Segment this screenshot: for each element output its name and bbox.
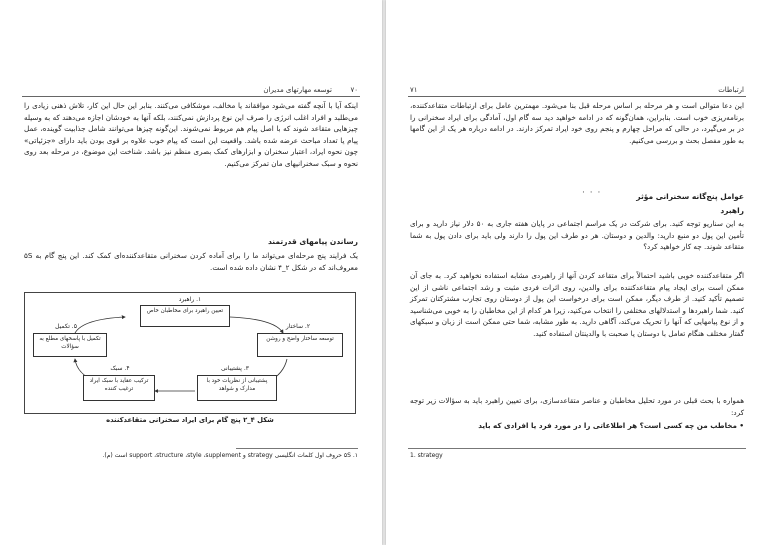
figure-caption: شکل ۴_۲ پنج گام برای ایراد سخنرانی متقاعدکننده <box>106 416 274 424</box>
section-paragraph: یک فرایند پنج مرحله‌ای می‌تواند ما را برای آماده کردن سخنرانی متقاعدکننده‌ای کمک کند. این پنج گام به ۵S معروف‌اند که در شکل ۲_۴ نشان داده شده است. <box>24 251 358 272</box>
step3-title: ۳. پشتیبانی <box>220 365 249 372</box>
step3-box: پشتیبانی از نظریات خود با مدارک و شواهد <box>197 375 277 401</box>
analysis-paragraph: همواره با بحث قبلی در مورد تحلیل مخاطبان و عناصر متقاعدسازی، برای تعیین راهبرد باید به سؤالات زیر توجه کرد: <box>410 396 744 417</box>
footnote-rule <box>408 448 746 449</box>
step1-box: تعیین راهبرد برای مخاطبان خاص <box>140 305 230 327</box>
footnote: 1. strategy <box>410 452 443 459</box>
step1-title: ۱. راهبرد <box>178 296 202 303</box>
persuasion-paragraph: اگر متقاعدکننده خوبی باشید احتمالاً برای متقاعد کردن آنها از راهبردی مشابه استفاده نخواهید کرد. به جای آن ممکن است برای ایجاد پیام متقاعدکننده برای والدین، روی اثرات فردی مثبت و رشد اجتماعی ناشی از این تصمیم تأکید کنید. از طرف دیگر، ممکن است برای درخواست این پول از دوستان روی تجارب مشترکتان تمرکز کنید. شما راهبردها و استدلالهای مختلفی را انتخاب می‌کنید، زیرا هر کدام از این مخاطبان را به خوبی می‌شناسید و از نوع پیامهایی که آنها را تحریک می‌کند، آگاهی دارید. به طور مشابه، شما حتی ممکن است از زبان و سبکهای گفتار مختلف هنگام تعامل با دوستان یا صحبت با والدینتان استفاده کنید. <box>410 271 744 338</box>
step4-box: ترکیب عقاید با سبک ایراد ترغیب کننده <box>83 375 155 401</box>
right-page <box>386 0 768 545</box>
left-page <box>0 0 382 545</box>
five-step-diagram <box>24 292 356 414</box>
step4-title: ۴. سبک <box>110 365 130 372</box>
section-heading: عوامل پنج‌گانه سخنرانی مؤثر <box>636 192 744 201</box>
page-number: ۷۱ <box>410 86 418 94</box>
strategy-paragraph: به این سناریو توجه کنید. برای شرکت در یک مراسم اجتماعی در پایان هفته جاری به ۵۰ دلار نیاز دارید و برای تأمین این پول دو منبع دارید: والدین و دوستان. هر دو طرف این پول را دارند ولی باید برای دادن پول به شما متقاعد شوند. چه کار خواهید کرد؟ <box>410 219 744 252</box>
running-header: ارتباطات <box>718 86 744 94</box>
step2-box: توسعه ساختار واضح و روشن <box>257 333 343 357</box>
body-paragraph: اینکه آیا با آنچه گفته می‌شود موافقاند یا مخالف، موشکافی می‌کنند. بنابر این حال این کار، تلاش ذهنی زیادی را می‌طلبد و افراد اغلب انرژی را صرف این نوع پردازش نمی‌کنند، بلکه آنها به خودشان اجازه می‌دهند که به وسیله چیزهایی متقاعد شوند که با اصل پیام هم مربوط نمی‌شوند. این‌گونه چیزها می‌توانند شامل جذابیت گوینده، عمل پیام یا تعداد مباحث عرضه شده باشد. واقعیت این است که پیام خوب علاوه بر قوی بودن باید دارای «جزئیاتی» چون نحوه ایراد، اعتبار سخنران و ابزارهای کمک بصری منظم نیز باشد. شناخت این موضوع، در مرحله بعد روی نحوه و سبک سخنرانیهای مان تمرکز می‌کنیم. <box>24 101 358 168</box>
section-heading: رساندن پیامهای قدرتمند <box>267 237 358 246</box>
step5-box: تکمیل با پاسخهای مطلع به سؤالات <box>33 333 107 357</box>
header-rule <box>22 96 360 97</box>
step5-title: ۵. تکمیل <box>55 323 77 330</box>
header-rule <box>408 96 746 97</box>
bullet-item: • مخاطب من چه کسی است؟ هر اطلاعاتی را در مورد فرد یا افرادی که باید <box>478 421 744 430</box>
footnote: ۱. ۵S حروف اول کلمات انگلیسی strategy و support ،structure ،style ،supplement است (م). <box>102 452 358 459</box>
footnote-rule <box>236 448 358 449</box>
handwritten-marks: · · · <box>582 188 602 198</box>
intro-paragraph: این دعا متوالی است و هر مرحله بر اساس مرحله قبل بنا می‌شود. مهمترین عامل برای ارتباطات متقاعدکننده، برنامه‌ریزی خوب است. بنابراین، همان‌گونه که در ادامه خواهید دید سه گام اول، آمادگی برای ایراد سخنرانی را در بر می‌گیرد، در حالی که مراحل چهارم و پنجم روی خود ایراد تمرکز دارند. در ادامه درباره هر یک از این گامها به طور مفصل بحث و بررسی می‌کنیم. <box>410 101 744 145</box>
running-header: توسعه مهارتهای مدیران <box>263 86 332 94</box>
page-number: ۷۰ <box>350 86 358 94</box>
sub-heading: راهبرد <box>720 206 744 215</box>
step2-title: ۲. ساختار <box>285 323 311 330</box>
